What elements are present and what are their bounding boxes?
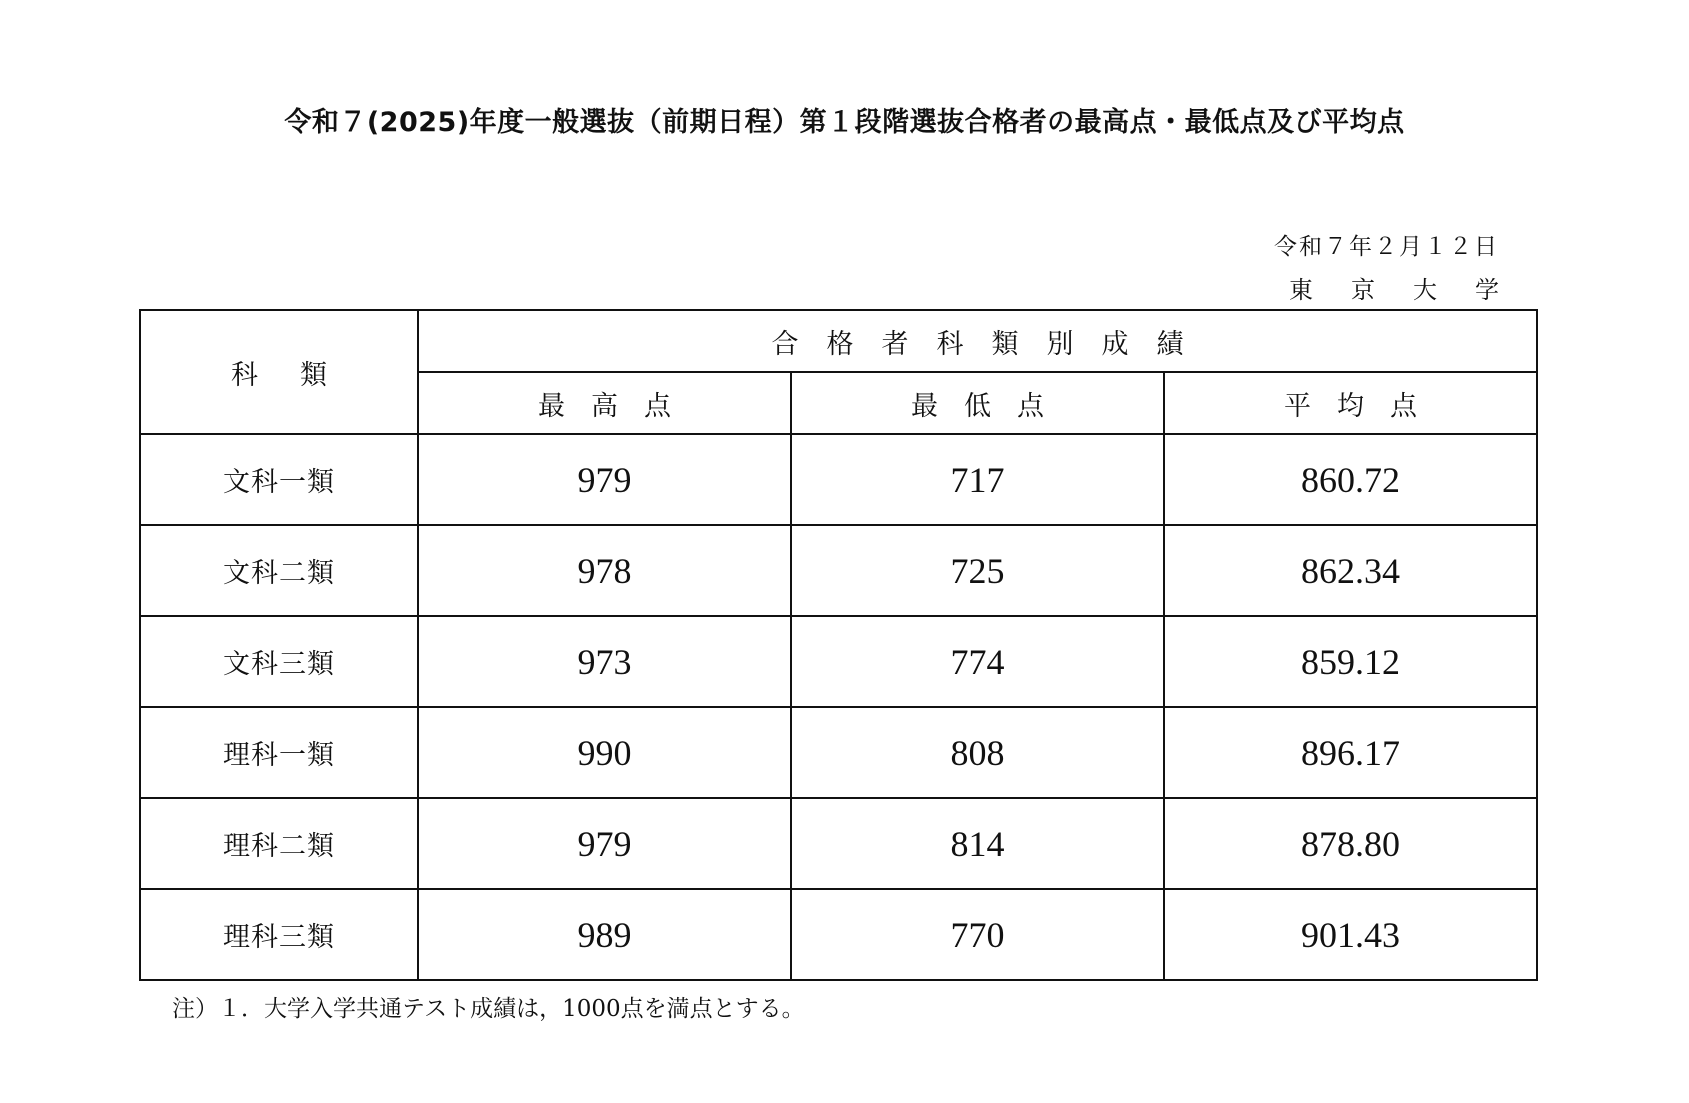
- avg-score-header: 平均点: [1164, 372, 1537, 434]
- category-cell: 文科三類: [140, 616, 418, 707]
- min-score-cell: 725: [791, 525, 1164, 616]
- avg-score-cell: 859.12: [1164, 616, 1537, 707]
- avg-score-cell: 860.72: [1164, 434, 1537, 525]
- max-score-cell: 978: [418, 525, 791, 616]
- max-score-cell: 979: [418, 798, 791, 889]
- avg-score-cell: 878.80: [1164, 798, 1537, 889]
- avg-score-cell: 862.34: [1164, 525, 1537, 616]
- page-title: 令和７(2025)年度一般選抜（前期日程）第１段階選抜合格者の最高点・最低点及び平均点: [284, 107, 1405, 138]
- max-score-cell: 989: [418, 889, 791, 980]
- table-row: [140, 798, 1537, 889]
- max-score-cell: 973: [418, 616, 791, 707]
- table-row: [140, 889, 1537, 980]
- avg-score-cell: 896.17: [1164, 707, 1537, 798]
- category-cell: 文科二類: [140, 525, 418, 616]
- min-score-header: 最低点: [791, 372, 1164, 434]
- avg-score-cell: 901.43: [1164, 889, 1537, 980]
- min-score-cell: 808: [791, 707, 1164, 798]
- min-score-cell: 814: [791, 798, 1164, 889]
- publication-date: 令和７年２月１２日: [1274, 234, 1499, 260]
- table-row: [140, 434, 1537, 525]
- organization-name: 東京大学: [1289, 276, 1537, 304]
- category-cell: 理科一類: [140, 707, 418, 798]
- table-row: [140, 616, 1537, 707]
- max-score-cell: 990: [418, 707, 791, 798]
- group-header: 合格者科類別成績: [418, 310, 1537, 372]
- table-row: [140, 707, 1537, 798]
- category-cell: 理科二類: [140, 798, 418, 889]
- min-score-cell: 770: [791, 889, 1164, 980]
- footnote: 注）１．大学入学共通テスト成績は，1000点を満点とする。: [172, 996, 805, 1022]
- category-cell: 文科一類: [140, 434, 418, 525]
- category-header: 科類: [140, 310, 418, 434]
- min-score-cell: 774: [791, 616, 1164, 707]
- min-score-cell: 717: [791, 434, 1164, 525]
- max-score-cell: 979: [418, 434, 791, 525]
- category-cell: 理科三類: [140, 889, 418, 980]
- max-score-header: 最高点: [418, 372, 791, 434]
- table-row: [140, 525, 1537, 616]
- score-table: [139, 309, 1538, 981]
